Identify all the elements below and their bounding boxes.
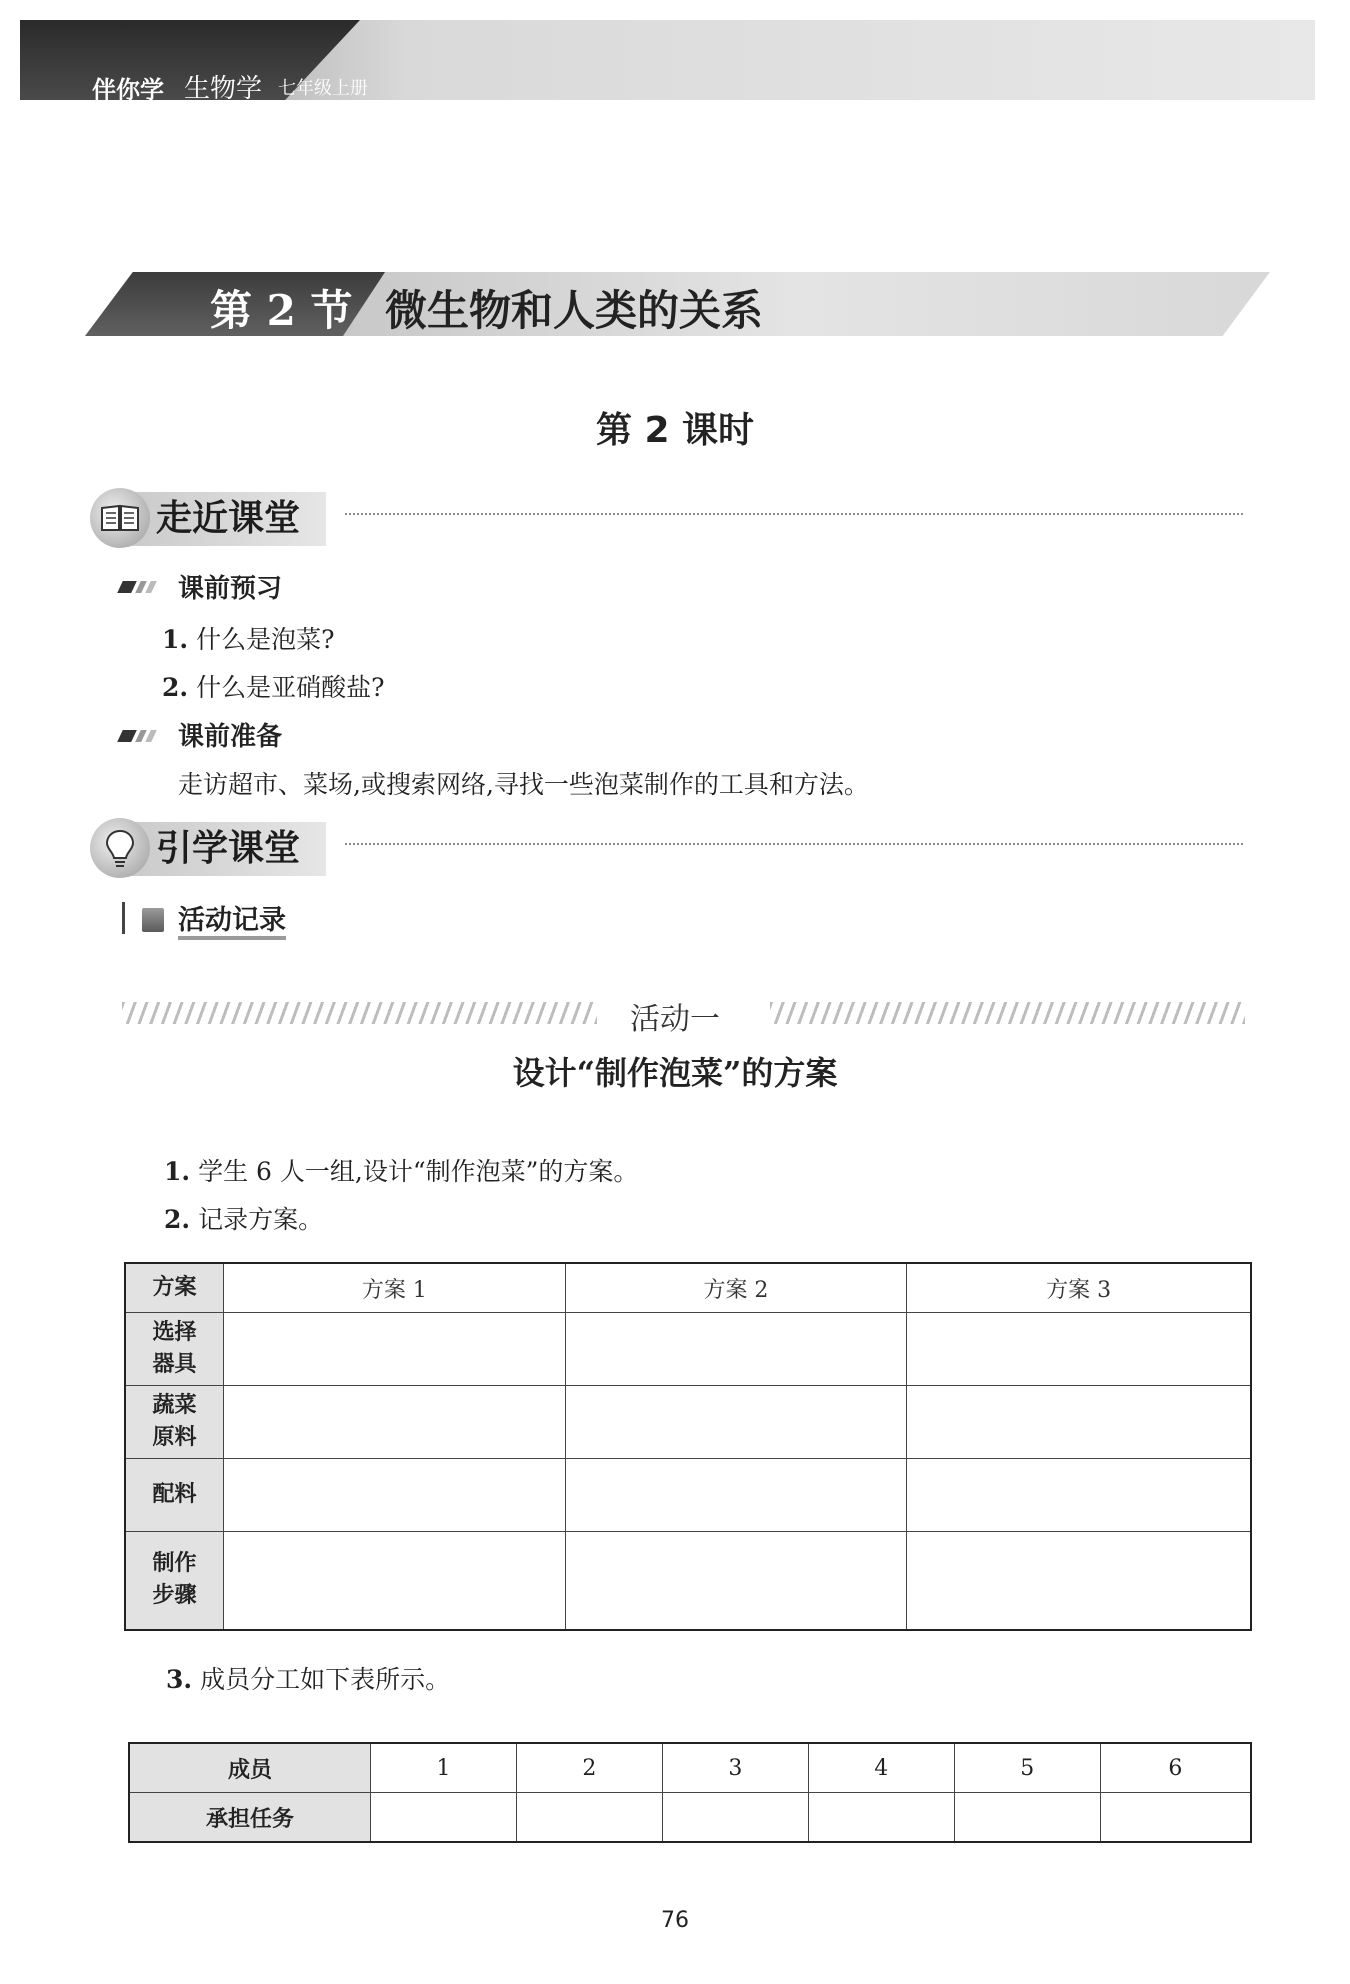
row-label-line: 原料 [152,1425,197,1450]
plan-cell[interactable] [224,1532,566,1630]
subheading-mark [120,729,160,743]
lightbulb-icon [90,818,150,878]
row-label-line: 配料 [152,1482,197,1507]
question-number: 1. [162,625,189,654]
plan-column-1: 方案 1 [224,1263,566,1313]
plan-cell[interactable] [565,1532,907,1630]
plan-cell[interactable] [224,1386,566,1459]
row-label-line: 制作 [152,1551,197,1577]
prep-text: 走访超市、菜场,或搜索网络,寻找一些泡菜制作的工具和方法。 [178,770,869,799]
step-text: 记录方案。 [198,1205,324,1234]
plan-cell[interactable] [224,1459,566,1532]
member-number: 3 [662,1743,808,1793]
section-number: 第 2 节 [210,286,353,335]
page-number: 76 [661,1908,689,1933]
activity-record-label: 活动记录 [178,905,286,936]
plan-row-label [125,1532,224,1630]
member-number: 1 [371,1743,517,1793]
activity-step-1 [164,1152,638,1188]
plan-row-label [125,1313,224,1386]
header-brand: 伴你学 [92,76,164,104]
subheading-mark [120,580,160,594]
section-title: 微生物和人类的关系 [385,286,764,335]
task-cell[interactable] [1100,1793,1251,1843]
task-cell[interactable] [516,1793,662,1843]
preview-question-1 [162,620,335,656]
block-label-guide: 引学课堂 [112,822,326,876]
plan-cell[interactable] [224,1313,566,1386]
plan-row-label [125,1459,224,1532]
plan-column-2: 方案 2 [565,1263,907,1313]
plan-cell[interactable] [907,1313,1251,1386]
row-label-line: 蔬菜 [152,1393,197,1418]
plan-table-corner: 方案 [125,1263,224,1313]
block-divider-guide [345,843,1243,845]
member-table [128,1742,1252,1843]
block-divider-walk-in [345,513,1243,515]
step-number: 2. [164,1205,191,1234]
plan-column-3: 方案 3 [907,1263,1251,1313]
block-label-walk-in: 走近课堂 [112,492,326,546]
step-text: 成员分工如下表所示。 [200,1665,451,1694]
header-grade: 七年级上册 [278,78,368,99]
member-row-label: 成员 [129,1743,371,1793]
plan-row-label [125,1386,224,1459]
question-number: 2. [162,673,189,702]
preview-question-2 [162,668,385,704]
row-label-line: 器具 [152,1352,197,1377]
task-cell[interactable] [808,1793,954,1843]
activity-record-bar [122,902,125,934]
preview-heading: 课前预习 [178,574,283,604]
question-text: 什么是泡菜? [196,625,335,654]
plan-cell[interactable] [565,1313,907,1386]
question-text: 什么是亚硝酸盐? [196,673,385,702]
row-label-line: 选择 [152,1320,197,1345]
member-number: 4 [808,1743,954,1793]
clipboard-icon [142,908,164,932]
task-cell[interactable] [662,1793,808,1843]
activity-subtitle: 设计“制作泡菜”的方案 [512,1054,838,1092]
step-number: 3. [166,1665,193,1694]
header-subject: 生物学 [184,74,263,104]
task-cell[interactable] [954,1793,1100,1843]
activity-step-3 [166,1660,450,1696]
prep-heading: 课前准备 [178,722,283,752]
activity-record-underline [178,936,286,940]
step-number: 1. [164,1157,191,1186]
book-icon [90,488,150,548]
activity-step-2 [164,1200,323,1236]
lesson-title: 第 2 课时 [595,410,755,451]
task-cell[interactable] [371,1793,517,1843]
task-row-label: 承担任务 [129,1793,371,1843]
plan-cell[interactable] [565,1386,907,1459]
plan-cell[interactable] [907,1532,1251,1630]
member-number: 2 [516,1743,662,1793]
member-number: 6 [1100,1743,1251,1793]
plan-cell[interactable] [907,1459,1251,1532]
plan-cell[interactable] [907,1386,1251,1459]
member-number: 5 [954,1743,1100,1793]
step-text: 学生 6 人一组,设计“制作泡菜”的方案。 [198,1157,639,1186]
plan-cell[interactable] [565,1459,907,1532]
plan-table [124,1262,1252,1631]
activity-title: 活动一 [630,1002,720,1037]
row-label-line: 步骤 [152,1583,197,1609]
